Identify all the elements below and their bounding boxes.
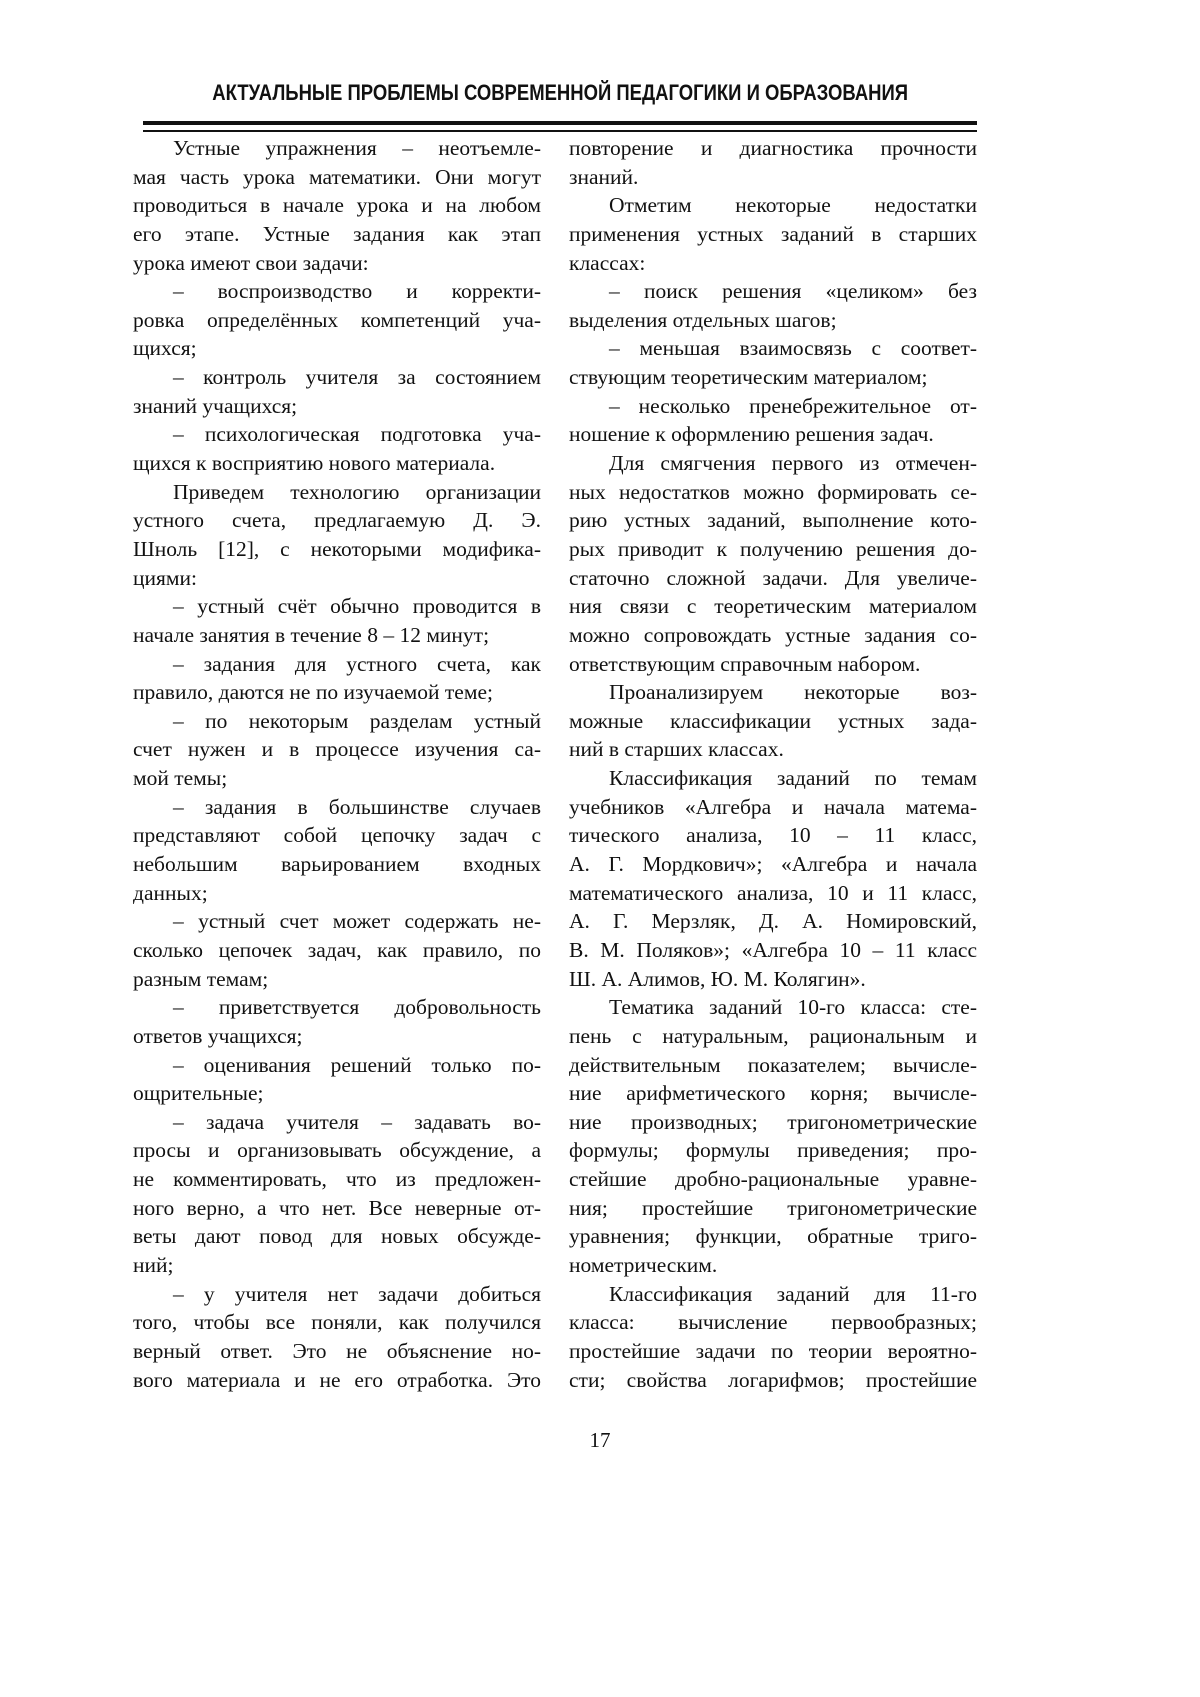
header-rule-thin (143, 130, 977, 132)
paragraph (133, 1051, 541, 1108)
paragraph (133, 420, 541, 477)
text-line: уравнения; функции, обратные триго- (569, 1224, 977, 1249)
paragraph (133, 478, 541, 593)
text-line: классах: (569, 250, 646, 275)
text-line: знаний учащихся; (133, 393, 298, 418)
paragraph (133, 592, 541, 649)
paragraph (133, 277, 541, 363)
text-line: Проанализируем некоторые воз- (609, 680, 977, 705)
text-line: математического анализа, 10 и 11 класс, (569, 880, 977, 905)
paragraph (133, 363, 541, 420)
text-line: ношение к оформлению решения задач. (569, 422, 934, 447)
text-line: урока имеют свои задачи: (133, 250, 369, 275)
text-line: Устные упражнения – неотъемле- (173, 136, 541, 160)
text-line: – устный счет может содержать не- (173, 909, 541, 934)
text-line: мой темы; (133, 766, 228, 791)
text-line: щихся; (133, 336, 197, 361)
running-header (143, 80, 977, 106)
text-line: ощрительные; (133, 1081, 264, 1106)
text-line: Для смягчения первого из отмечен- (609, 451, 977, 476)
text-line: стейшие дробно-рациональные уравне- (569, 1167, 977, 1192)
text-line: Шноль [12], с некоторыми модифика- (133, 536, 541, 561)
page-number: 17 (589, 1428, 611, 1452)
text-line: ответствующим справочным набором. (569, 651, 921, 676)
text-line: верный ответ. Это не объяснение но- (133, 1338, 541, 1363)
paragraph (569, 334, 977, 391)
text-line: А. Г. Мерзляк, Д. А. Номировский, (569, 909, 977, 934)
text-line: В. М. Поляков»; «Алгебра 10 – 11 класс (569, 937, 977, 962)
text-line: данных; (133, 880, 208, 905)
text-line: Классификация заданий по темам (609, 766, 977, 791)
text-line: – поиск решения «целиком» без (609, 279, 977, 304)
paragraph (569, 993, 977, 1279)
text-line: рию устных заданий, выполнение кото- (569, 508, 977, 533)
text-line: – контроль учителя за состоянием (173, 365, 541, 390)
text-line: – задания для устного счета, как (173, 651, 541, 676)
paragraph (133, 793, 541, 908)
text-line: пень с натуральным, рациональным и (569, 1023, 977, 1048)
text-line: щихся к восприятию нового материала. (133, 451, 496, 476)
text-line: А. Г. Мордкович»; «Алгебра и начала (569, 852, 977, 877)
text-line: сколько цепочек задач, как правило, по (133, 937, 541, 962)
text-line: Классификация заданий для 11-го (609, 1281, 977, 1306)
text-line: циями: (133, 565, 197, 590)
paragraph (569, 277, 977, 334)
text-line: – задания в большинстве случаев (173, 794, 541, 819)
text-line: учебников «Алгебра и начала матема- (569, 794, 977, 819)
text-line: мая часть урока математики. Они могут (133, 164, 541, 189)
text-line: тического анализа, 10 – 11 класс, (569, 823, 977, 848)
text-line: Приведем технологию организации (173, 479, 541, 504)
paragraph (569, 449, 977, 678)
text-line: знаний. (569, 164, 639, 189)
paragraph (133, 907, 541, 993)
paragraph (133, 993, 541, 1050)
text-line: статочно сложной задачи. Для увеличе- (569, 565, 977, 590)
left-column (133, 134, 541, 1394)
text-line: действительным показателем; вычисле- (569, 1052, 977, 1077)
text-line: повторение и диагностика прочности (569, 136, 977, 160)
paragraph (569, 764, 977, 993)
paragraph (133, 134, 541, 277)
text-line: ния; простейшие тригонометрические (569, 1195, 977, 1220)
paragraph (569, 1280, 977, 1395)
text-line: сти; свойства логарифмов; простейшие (569, 1367, 977, 1392)
text-line: – несколько пренебрежительное от- (609, 393, 977, 418)
text-line: не комментировать, что из предложен- (133, 1167, 541, 1192)
text-line: ний; (133, 1252, 174, 1277)
text-line: можно сопровождать устные задания со- (569, 622, 977, 647)
text-line: можные классификации устных зада- (569, 708, 977, 733)
paragraph (569, 392, 977, 449)
text-line: простейшие задачи по теории вероятно- (569, 1338, 977, 1363)
text-line: выделения отдельных шагов; (569, 307, 837, 332)
right-column (569, 134, 977, 1394)
paragraph (569, 678, 977, 764)
text-line: класса: вычисление первообразных; (569, 1310, 977, 1335)
text-line: правило, даются не по изучаемой теме; (133, 680, 493, 705)
text-line: ние производных; тригонометрические (569, 1109, 977, 1134)
text-line: вого материала и не его отработка. Это (133, 1367, 541, 1392)
text-line: просы и организовывать обсуждение, а (133, 1138, 541, 1163)
text-line: Тематика заданий 10-го класса: сте- (609, 995, 977, 1020)
text-line: применения устных заданий в старших (569, 221, 977, 246)
text-line: – по некоторым разделам устный (173, 708, 541, 733)
text-line: Ш. А. Алимов, Ю. М. Колягин». (569, 966, 866, 991)
running-header-title: АКТУАЛЬНЫЕ ПРОБЛЕМЫ СОВРЕМЕННОЙ ПЕДАГОГИКИ И ОБРАЗОВАНИЯ (212, 80, 908, 105)
text-line: устного счета, предлагаемую Д. Э. (133, 508, 541, 533)
text-line: того, чтобы все поняли, как получился (133, 1310, 541, 1335)
text-line: – воспроизводство и корректи- (173, 279, 541, 304)
text-line: разным темам; (133, 966, 269, 991)
text-line: – задача учителя – задавать во- (173, 1109, 541, 1134)
paragraph (569, 191, 977, 277)
paragraph (133, 650, 541, 707)
text-line: счет нужен и в процессе изучения са- (133, 737, 541, 762)
paragraph (133, 1280, 541, 1395)
header-rule-thick (143, 121, 977, 125)
text-line: ного верно, а что нет. Все неверные от- (133, 1195, 541, 1220)
text-line: ние арифметического корня; вычисле- (569, 1081, 977, 1106)
text-line: – приветствуется добровольность (173, 995, 541, 1020)
text-line: нометрическим. (569, 1252, 718, 1277)
paragraph (569, 134, 977, 191)
text-line: проводиться в начале урока и на любом (133, 193, 541, 218)
text-line: – оценивания решений только по- (173, 1052, 541, 1077)
text-line: ных недостатков можно формировать се- (569, 479, 977, 504)
text-line: представляют собой цепочку задач с (133, 823, 541, 848)
text-line: начале занятия в течение 8 – 12 минут; (133, 622, 490, 647)
paragraph (133, 1108, 541, 1280)
text-line: – у учителя нет задачи добиться (173, 1281, 541, 1306)
text-line: формулы; формулы приведения; про- (569, 1138, 977, 1163)
text-line: веты дают повод для новых обсужде- (133, 1224, 541, 1249)
text-line: рых приводит к получению решения до- (569, 536, 977, 561)
text-line: ния связи с теоретическим материалом (569, 594, 977, 619)
text-line: ровка определённых компетенций уча- (133, 307, 541, 332)
text-line: – устный счёт обычно проводится в (173, 594, 541, 619)
text-line: ствующим теоретическим материалом; (569, 365, 928, 390)
text-line: ний в старших классах. (569, 737, 784, 762)
text-line: ответов учащихся; (133, 1023, 303, 1048)
text-line: – психологическая подготовка уча- (173, 422, 541, 447)
text-line: небольшим варьированием входных (133, 852, 541, 877)
paragraph (133, 707, 541, 793)
text-line: Отметим некоторые недостатки (609, 193, 977, 218)
text-line: – меньшая взаимосвязь с соответ- (609, 336, 977, 361)
text-line: его этапе. Устные задания как этап (133, 221, 541, 246)
